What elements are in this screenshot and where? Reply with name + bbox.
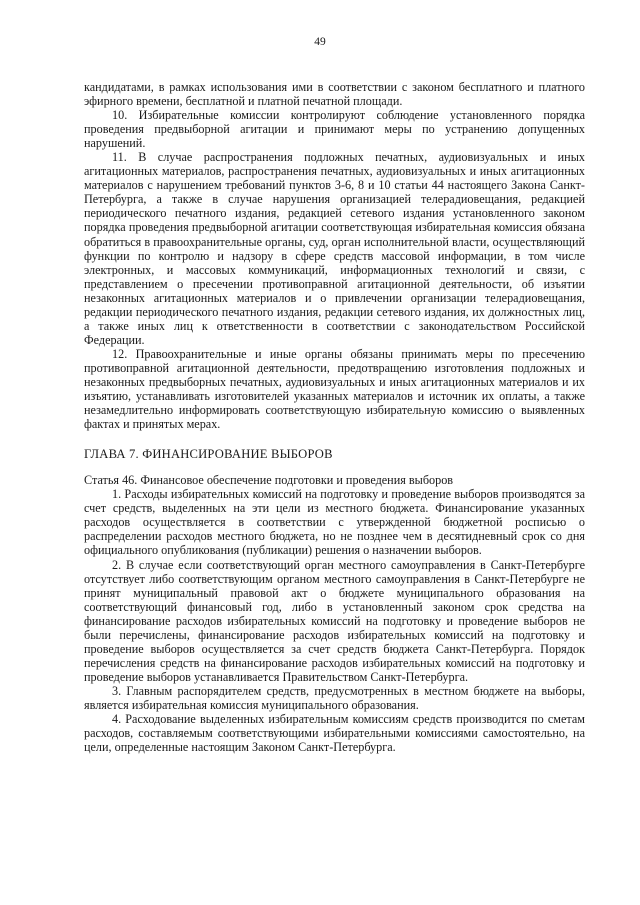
document-body (84, 80, 585, 754)
paragraph-10: 10. Избирательные комиссии контролируют соблюдение установленного порядка проведения предвыборной агитации и принимают меры по устранению допущенных нарушений. (84, 108, 585, 151)
paragraph-continuation: кандидатами, в рамках использования ими в соответствии с законом бесплатного и платного эфирного времени, бесплатной и платной печатной площади. (84, 80, 585, 109)
page-number: 49 (314, 36, 326, 48)
paragraph-12: 12. Правоохранительные и иные органы обязаны принимать меры по пресечению противоправной агитационной деятельности, предотвращению изготовления подложных и незаконных предвыборных печатных, аудиовизуальных и иных агитационных материалов и их изъятию, устанавливать изготовителей указанных материалов и источник их оплаты, а также незамедлительно информировать соответствующую избирательную комиссию о выявленных фактах и принятых мерах. (84, 346, 585, 432)
paragraph-11: 11. В случае распространения подложных печатных, аудиовизуальных и иных агитационных материалов, распространения печатных, аудиовизуальных и иных агитационных материалов с нарушением требований пунктов 3-6, 8 и 10 статьи 44 настоящего Закона Санкт-Петербурга, а также в случае нарушения организацией телерадиовещания, редакцией периодического печатного издания, редакцией сетевого издания установленного законом порядка проведения предвыборной агитации соответствующая избирательная комиссия обязана обратиться в правоохранительные органы, суд, орган исполнительной власти, осуществляющий функции по контролю и надзору в сфере средств массовой информации, в том числе электронных, и массовых коммуникаций, информационных технологий и связи, с представлением о пресечении противоправной агитационной деятельности, об изъятии незаконных агитационных материалов и о привлечении организации телерадиовещания, редакции периодического печатного издания, редакции сетевого издания, их должностных лиц, а также иных лиц к ответственности в соответствии с законодательством Российской Федерации. (84, 150, 585, 347)
article-paragraph-3: 3. Главным распорядителем средств, предусмотренных в местном бюджете на выборы, является избирательная комиссия муниципального образования. (84, 683, 585, 712)
article-paragraph-4: 4. Расходование выделенных избирательным комиссиям средств производится по сметам расходов, составляемым соответствующими избирательными комиссиями самостоятельно, на цели, определенные настоящим Законом Санкт-Петербурга. (84, 712, 585, 755)
article-paragraph-1: 1. Расходы избирательных комиссий на подготовку и проведение выборов производятся за счет средств, выделенных на эти цели из местного бюджета. Финансирование указанных расходов осуществляется в соответствии с утвержденной бюджетной росписью о распределении расходов местного бюджета, но не позднее чем в десятидневный срок со дня официального опубликования (публикации) решения о назначении выборов. (84, 487, 585, 558)
chapter-title: ГЛАВА 7. ФИНАНСИРОВАНИЕ ВЫБОРОВ (84, 447, 333, 462)
article-title: Статья 46. Финансовое обеспечение подготовки и проведения выборов (84, 473, 454, 488)
article-paragraph-2: 2. В случае если соответствующий орган местного самоуправления в Санкт-Петербурге отсутствует либо соответствующим органом местного самоуправления в Санкт-Петербурге не принят муниципальный правовой акт о бюджете муниципального образования на соответствующий финансовый год, либо в установленный законом срок средства на финансирование расходов избирательных комиссий на подготовку и проведение выборов не были перечислены, финансирование расходов избирательных комиссий на подготовку и проведение выборов осуществляется за счет средств бюджета Санкт-Петербурга. Порядок перечисления средств на финансирование расходов избирательных комиссий на подготовку и проведение выборов устанавливается Правительством Санкт-Петербурга. (84, 557, 585, 684)
